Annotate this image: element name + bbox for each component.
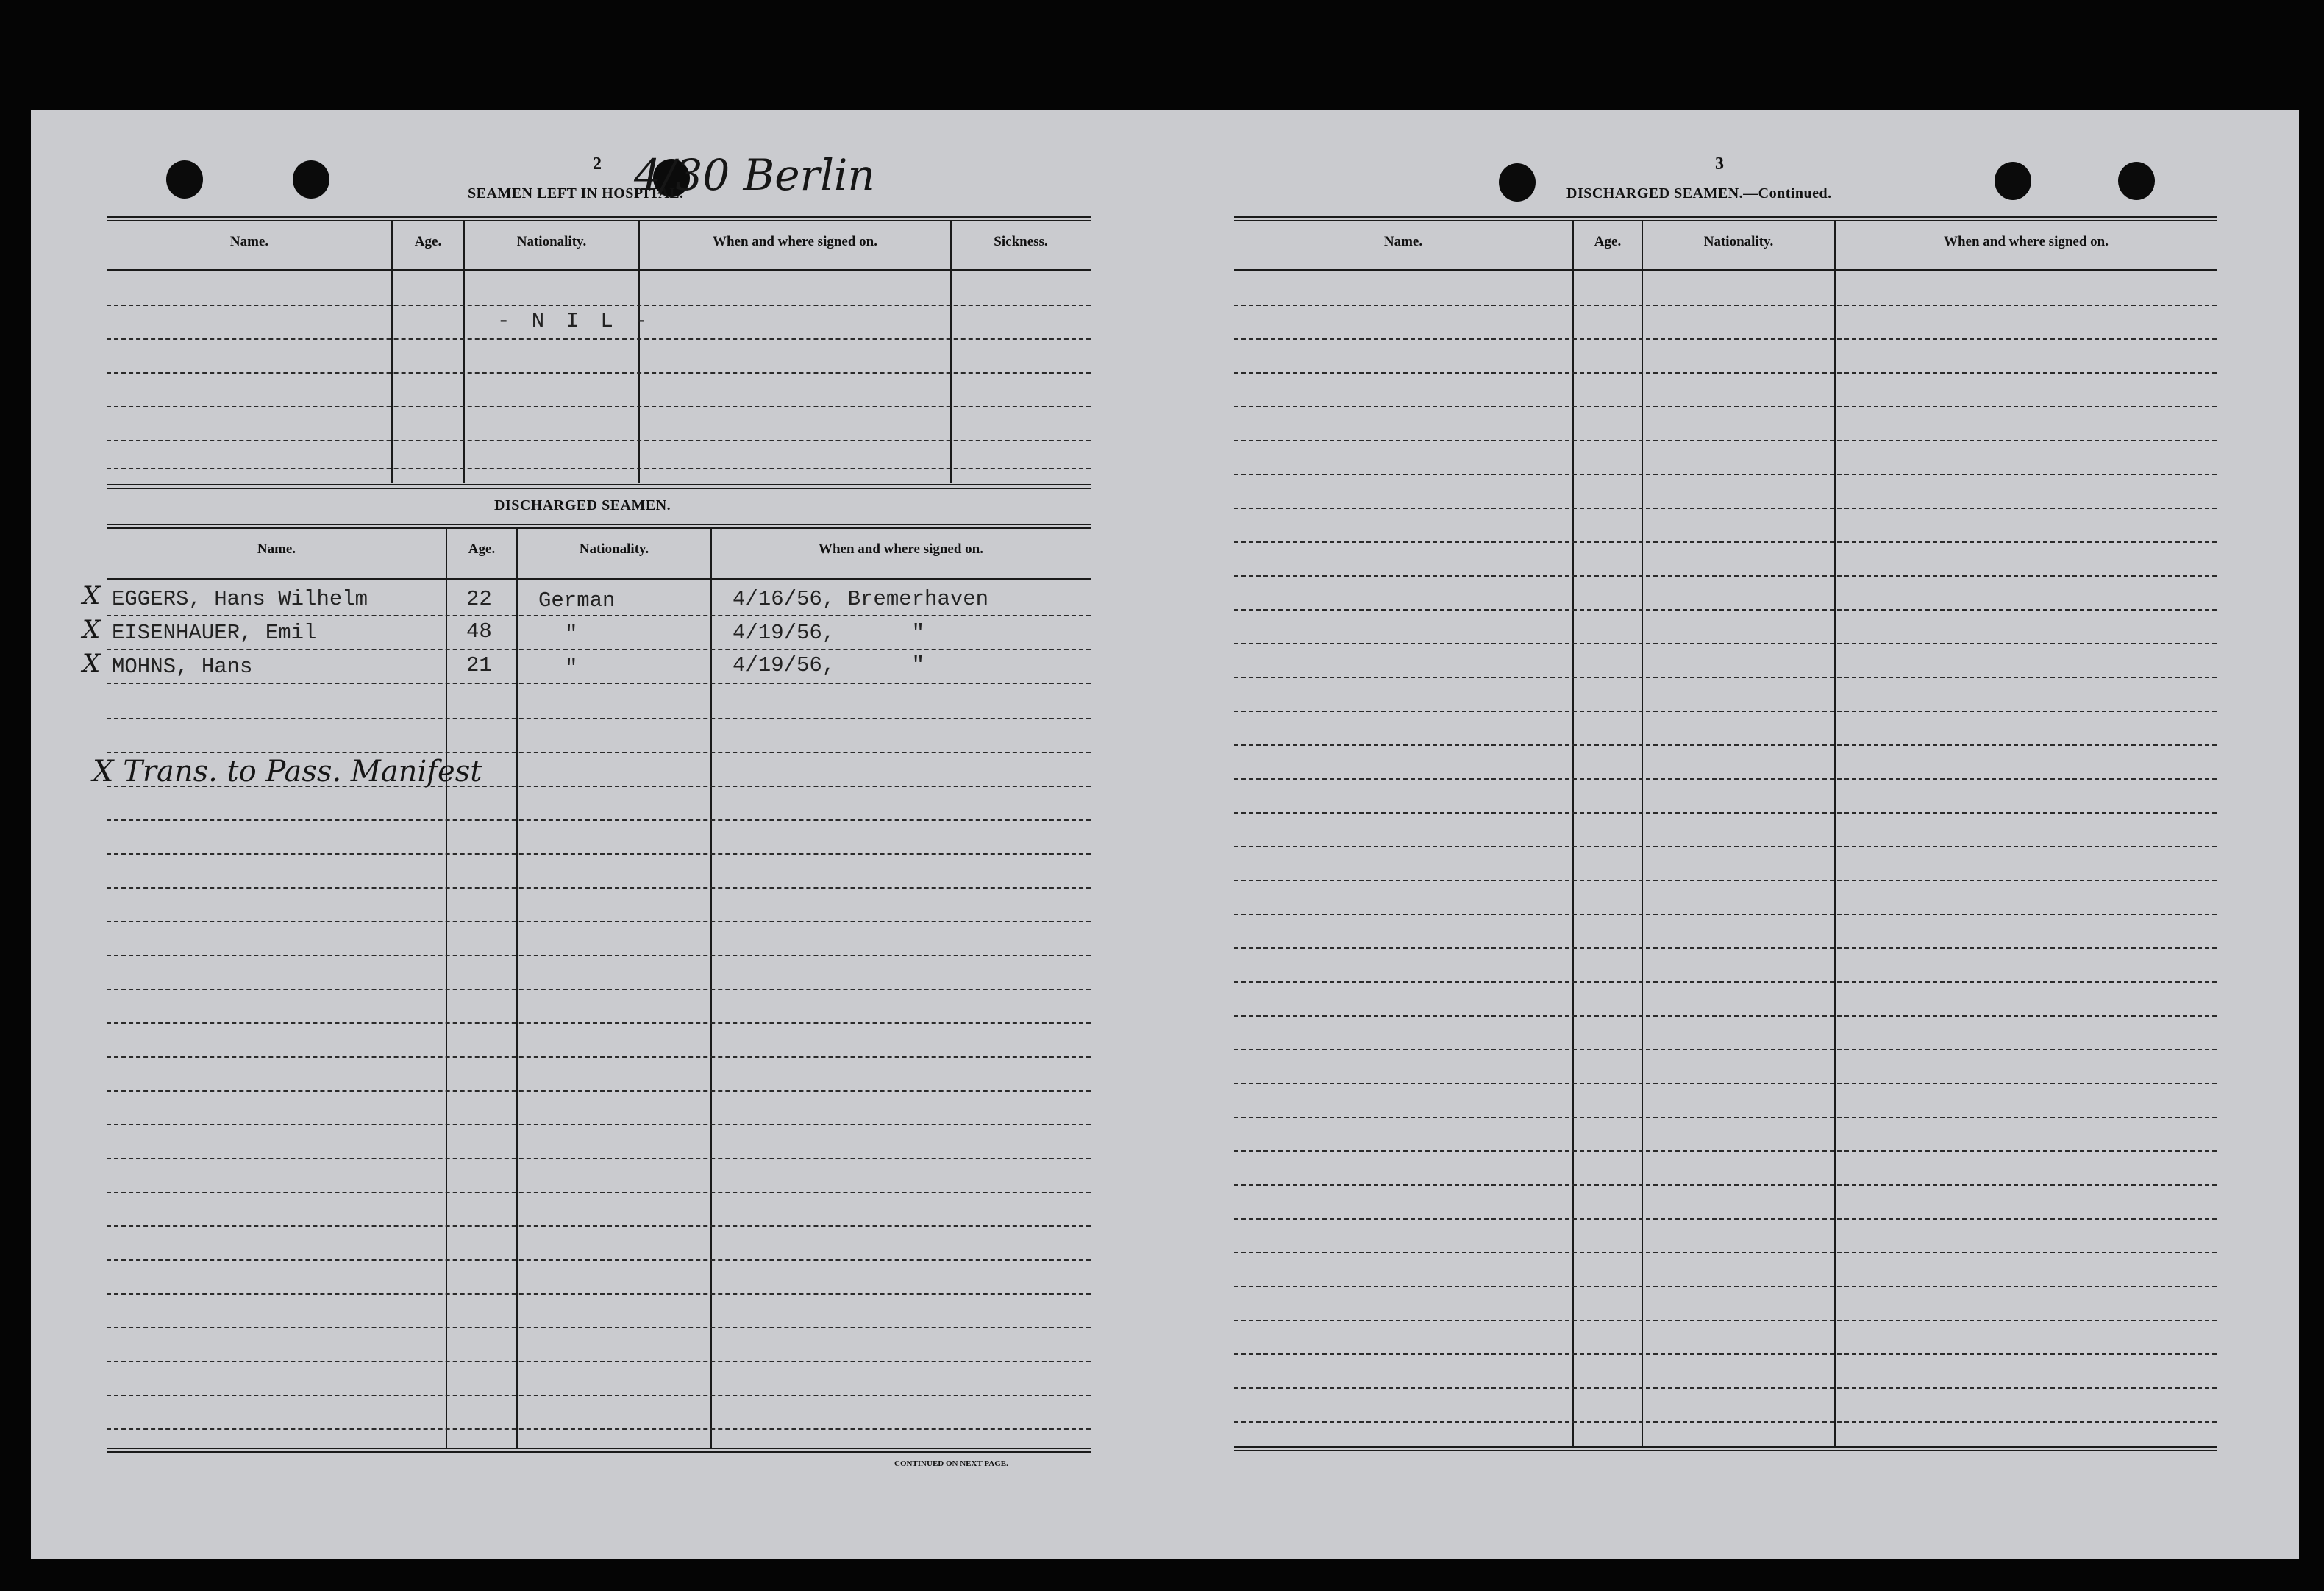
row-age: 22 <box>466 587 492 611</box>
left-page-number: 2 <box>593 154 602 174</box>
hospital-col-divider <box>950 221 952 483</box>
right-table-top-rule <box>1234 216 2217 221</box>
row-age: 48 <box>466 619 492 644</box>
right-row-line <box>1234 1421 2217 1423</box>
hospital-nil-entry: - N I L - <box>497 309 652 333</box>
hospital-row-line <box>107 338 1091 340</box>
row-nationality: " <box>565 656 578 680</box>
discharged-row-line <box>107 1225 1091 1227</box>
row-nationality: German <box>538 588 616 613</box>
hospital-row-line <box>107 372 1091 374</box>
row-name: EGGERS, Hans Wilhelm <box>112 587 368 611</box>
discharged-col-name: Name. <box>257 541 296 557</box>
right-row-line <box>1234 609 2217 611</box>
discharged-row-line <box>107 1259 1091 1261</box>
row-check-mark: X <box>82 649 101 678</box>
row-signed-on: 4/16/56, Bremerhaven <box>733 587 989 611</box>
right-table-bottom-rule <box>1234 1446 2217 1451</box>
hospital-col-divider <box>391 221 393 483</box>
punch-hole <box>1499 163 1536 202</box>
discharged-row-line <box>107 1090 1091 1092</box>
right-row-line <box>1234 406 2217 407</box>
right-row-line <box>1234 914 2217 915</box>
right-col-signed-on: When and where signed on. <box>1943 234 2109 249</box>
discharged-row-line <box>107 1428 1091 1430</box>
discharged-row-line <box>107 1124 1091 1125</box>
right-row-line <box>1234 575 2217 577</box>
right-row-line <box>1234 474 2217 475</box>
hospital-col-age: Age. <box>414 234 442 249</box>
right-row-line <box>1234 508 2217 509</box>
discharged-row-line <box>107 1361 1091 1362</box>
right-row-line <box>1234 880 2217 881</box>
discharged-row-line <box>107 1192 1091 1193</box>
discharged-col-divider <box>516 528 518 1448</box>
discharged-row-line <box>107 1395 1091 1396</box>
discharged-row-line <box>107 615 1091 616</box>
discharged-col-divider <box>710 528 712 1448</box>
hospital-row-line <box>107 440 1091 441</box>
right-row-line <box>1234 372 2217 374</box>
discharged-row-line <box>107 955 1091 956</box>
discharged-row-line <box>107 1293 1091 1295</box>
hospital-col-divider <box>463 221 465 483</box>
hospital-col-divider <box>638 221 640 483</box>
discharged-row-line <box>107 1158 1091 1159</box>
row-check-mark: X <box>82 615 101 644</box>
right-col-divider <box>1642 221 1643 1446</box>
discharged-row-line <box>107 1327 1091 1328</box>
discharged-col-signed-on: When and where signed on. <box>818 541 983 557</box>
hospital-row-line <box>107 406 1091 407</box>
right-row-line <box>1234 1049 2217 1050</box>
right-row-line <box>1234 541 2217 543</box>
hospital-section-title: SEAMEN LEFT IN HOSPITAL. <box>468 185 684 202</box>
right-row-line <box>1234 981 2217 983</box>
row-age: 21 <box>466 653 492 677</box>
right-row-line <box>1234 338 2217 340</box>
right-row-line <box>1234 1387 2217 1389</box>
hospital-row-line <box>107 305 1091 306</box>
discharged-col-nationality: Nationality. <box>579 541 649 557</box>
right-col-age: Age. <box>1594 234 1622 249</box>
right-row-line <box>1234 744 2217 746</box>
right-row-line <box>1234 305 2217 306</box>
discharged-row-line <box>107 853 1091 855</box>
right-row-line <box>1234 947 2217 949</box>
right-row-line <box>1234 1218 2217 1220</box>
discharged-section-title: DISCHARGED SEAMEN. <box>494 497 671 513</box>
right-row-line <box>1234 1286 2217 1287</box>
discharged-table-top-rule <box>107 524 1091 529</box>
discharged-row-line <box>107 921 1091 922</box>
punch-hole <box>2118 162 2155 200</box>
discharged-col-divider <box>446 528 447 1448</box>
right-row-line <box>1234 677 2217 678</box>
right-row-line <box>1234 1083 2217 1084</box>
row-nationality: " <box>565 622 578 647</box>
right-row-line <box>1234 643 2217 644</box>
discharged-row-line <box>107 887 1091 889</box>
row-name: MOHNS, Hans <box>112 655 253 679</box>
right-page-number: 3 <box>1715 154 1724 174</box>
continued-footer: CONTINUED ON NEXT PAGE. <box>894 1459 1008 1468</box>
discharged-row-line <box>107 1022 1091 1024</box>
document-sheet <box>31 110 2299 1559</box>
hospital-col-name: Name. <box>229 234 269 249</box>
right-row-line <box>1234 846 2217 847</box>
hospital-table-bottom-rule <box>107 484 1091 489</box>
discharged-row-line <box>107 718 1091 719</box>
discharged-row-line <box>107 649 1091 650</box>
right-row-line <box>1234 1117 2217 1118</box>
right-row-line <box>1234 1184 2217 1186</box>
hospital-col-signed-on: When and where signed on. <box>712 234 877 249</box>
discharged-row-line <box>107 819 1091 821</box>
discharged-col-age: Age. <box>468 541 496 557</box>
discharged-row-line <box>107 752 1091 753</box>
right-col-nationality: Nationality. <box>1703 234 1774 249</box>
punch-hole <box>166 160 203 199</box>
right-col-name: Name. <box>1383 234 1423 249</box>
right-col-divider <box>1572 221 1574 1446</box>
right-row-line <box>1234 440 2217 441</box>
right-row-line <box>1234 1150 2217 1152</box>
hospital-col-nationality: Nationality. <box>516 234 587 249</box>
discharged-row-line <box>107 1056 1091 1058</box>
row-signed-on: 4/19/56, " <box>733 621 925 645</box>
punch-hole <box>1995 162 2031 200</box>
right-row-line <box>1234 711 2217 712</box>
right-row-line <box>1234 1353 2217 1355</box>
right-row-line <box>1234 1320 2217 1321</box>
discharged-header-rule <box>107 578 1091 580</box>
punch-hole <box>293 160 329 199</box>
hospital-row-line <box>107 468 1091 469</box>
handwritten-transfer-note: X Trans. to Pass. Manifest <box>93 755 482 789</box>
hospital-header-rule <box>107 269 1091 271</box>
right-header-rule <box>1234 269 2217 271</box>
row-check-mark: X <box>82 581 101 611</box>
right-col-divider <box>1834 221 1836 1446</box>
handwritten-header-note: 4/30 Berlin <box>634 150 875 200</box>
right-section-title: DISCHARGED SEAMEN.—Continued. <box>1566 185 1832 202</box>
right-row-line <box>1234 812 2217 814</box>
discharged-row-line <box>107 683 1091 684</box>
hospital-table-top-rule <box>107 216 1091 221</box>
row-signed-on: 4/19/56, " <box>733 653 925 677</box>
discharged-row-line <box>107 989 1091 990</box>
right-row-line <box>1234 1015 2217 1017</box>
hospital-col-sickness: Sickness. <box>994 234 1048 249</box>
discharged-table-bottom-rule <box>107 1448 1091 1453</box>
right-row-line <box>1234 1252 2217 1253</box>
right-row-line <box>1234 778 2217 780</box>
row-name: EISENHAUER, Emil <box>112 621 317 645</box>
